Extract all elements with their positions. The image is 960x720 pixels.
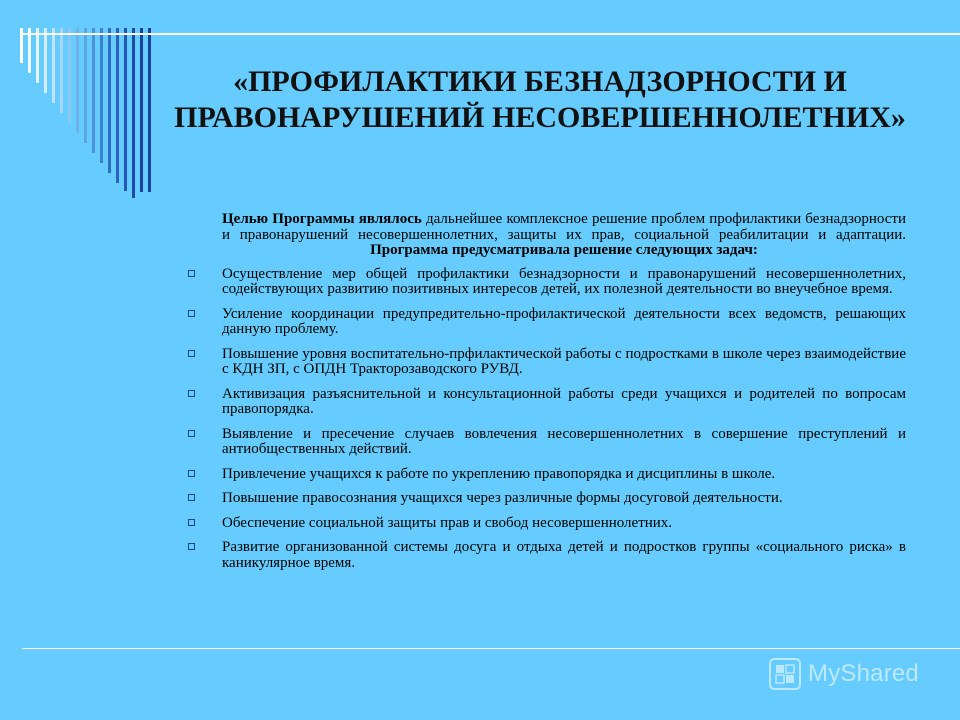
list-item-text: Привлечение учащихся к работе по укреплению правопорядка и дисциплины в школе. bbox=[222, 465, 776, 482]
slide-title: «ПРОФИЛАКТИКИ БЕЗНАДЗОРНОСТИ И ПРАВОНАРУШЕНИЙ НЕСОВЕРШЕННОЛЕТНИХ» bbox=[174, 65, 906, 134]
list-item bbox=[186, 427, 906, 458]
list-item-text: Выявление и пресечение случаев вовлечения несовершеннолетних в совершение преступлений и антиобщественных действий. bbox=[222, 425, 906, 457]
square-bullet-icon bbox=[188, 350, 195, 357]
list-item-text: Усиление координации предупредительно-профилактической деятельности всех ведомств, решающих данную проблему. bbox=[222, 305, 906, 337]
list-item bbox=[186, 267, 906, 298]
slide-body bbox=[186, 212, 906, 580]
list-item bbox=[186, 347, 906, 378]
square-bullet-icon bbox=[188, 390, 195, 397]
list-item bbox=[186, 467, 906, 483]
watermark-text: MyShared bbox=[808, 660, 919, 687]
list-item bbox=[186, 491, 906, 507]
intro-paragraph bbox=[222, 212, 906, 243]
myshared-logo-icon bbox=[768, 657, 802, 691]
list-item bbox=[186, 307, 906, 338]
square-bullet-icon bbox=[188, 310, 195, 317]
square-bullet-icon bbox=[188, 430, 195, 437]
list-item bbox=[186, 540, 906, 571]
bottom-divider-line bbox=[22, 648, 960, 649]
square-bullet-icon bbox=[188, 494, 195, 501]
intro-text: дальнейшее комплексное решение проблем профилактики безнадзорности и правонарушений несовершеннолетних, защиты их прав, социальной реабилитации и адаптации. bbox=[222, 211, 906, 243]
list-item bbox=[186, 387, 906, 418]
list-item-text: Развитие организованной системы досуга и отдыха детей и подростков группы «социального риска» в каникулярное время. bbox=[222, 539, 906, 571]
list-item-text: Активизация разъяснительной и консультационной работы среди учащихся и родителей по вопросам правопорядка. bbox=[222, 385, 906, 417]
myshared-watermark bbox=[768, 657, 919, 691]
square-bullet-icon bbox=[188, 519, 195, 526]
list-item-text: Обеспечение социальной защиты прав и свобод несовершеннолетних. bbox=[222, 514, 673, 531]
square-bullet-icon bbox=[188, 270, 195, 277]
list-item-text: Повышение правосознания учащихся через различные формы досуговой деятельности. bbox=[222, 490, 783, 506]
square-bullet-icon bbox=[188, 543, 195, 550]
list-item bbox=[186, 516, 906, 532]
list-item-text: Осуществление мер общей профилактики безнадзорности и правонарушений несовершеннолетних, содействующих развитию позитивных интересов детей, их полезной деятельности во внеучебное время. bbox=[222, 265, 906, 297]
list-item-text: Повышение уровня воспитательно-прфилактической работы с подростками в школе через взаимодействие с КДН ЗП, с ОПДН Тракторозаводского РУВД. bbox=[222, 345, 906, 377]
intro-lead: Целью Программы являлось bbox=[222, 211, 422, 227]
top-divider-line bbox=[22, 33, 960, 35]
tasks-heading: Программа предусматривала решение следующих задач: bbox=[370, 242, 758, 258]
square-bullet-icon bbox=[188, 470, 195, 477]
